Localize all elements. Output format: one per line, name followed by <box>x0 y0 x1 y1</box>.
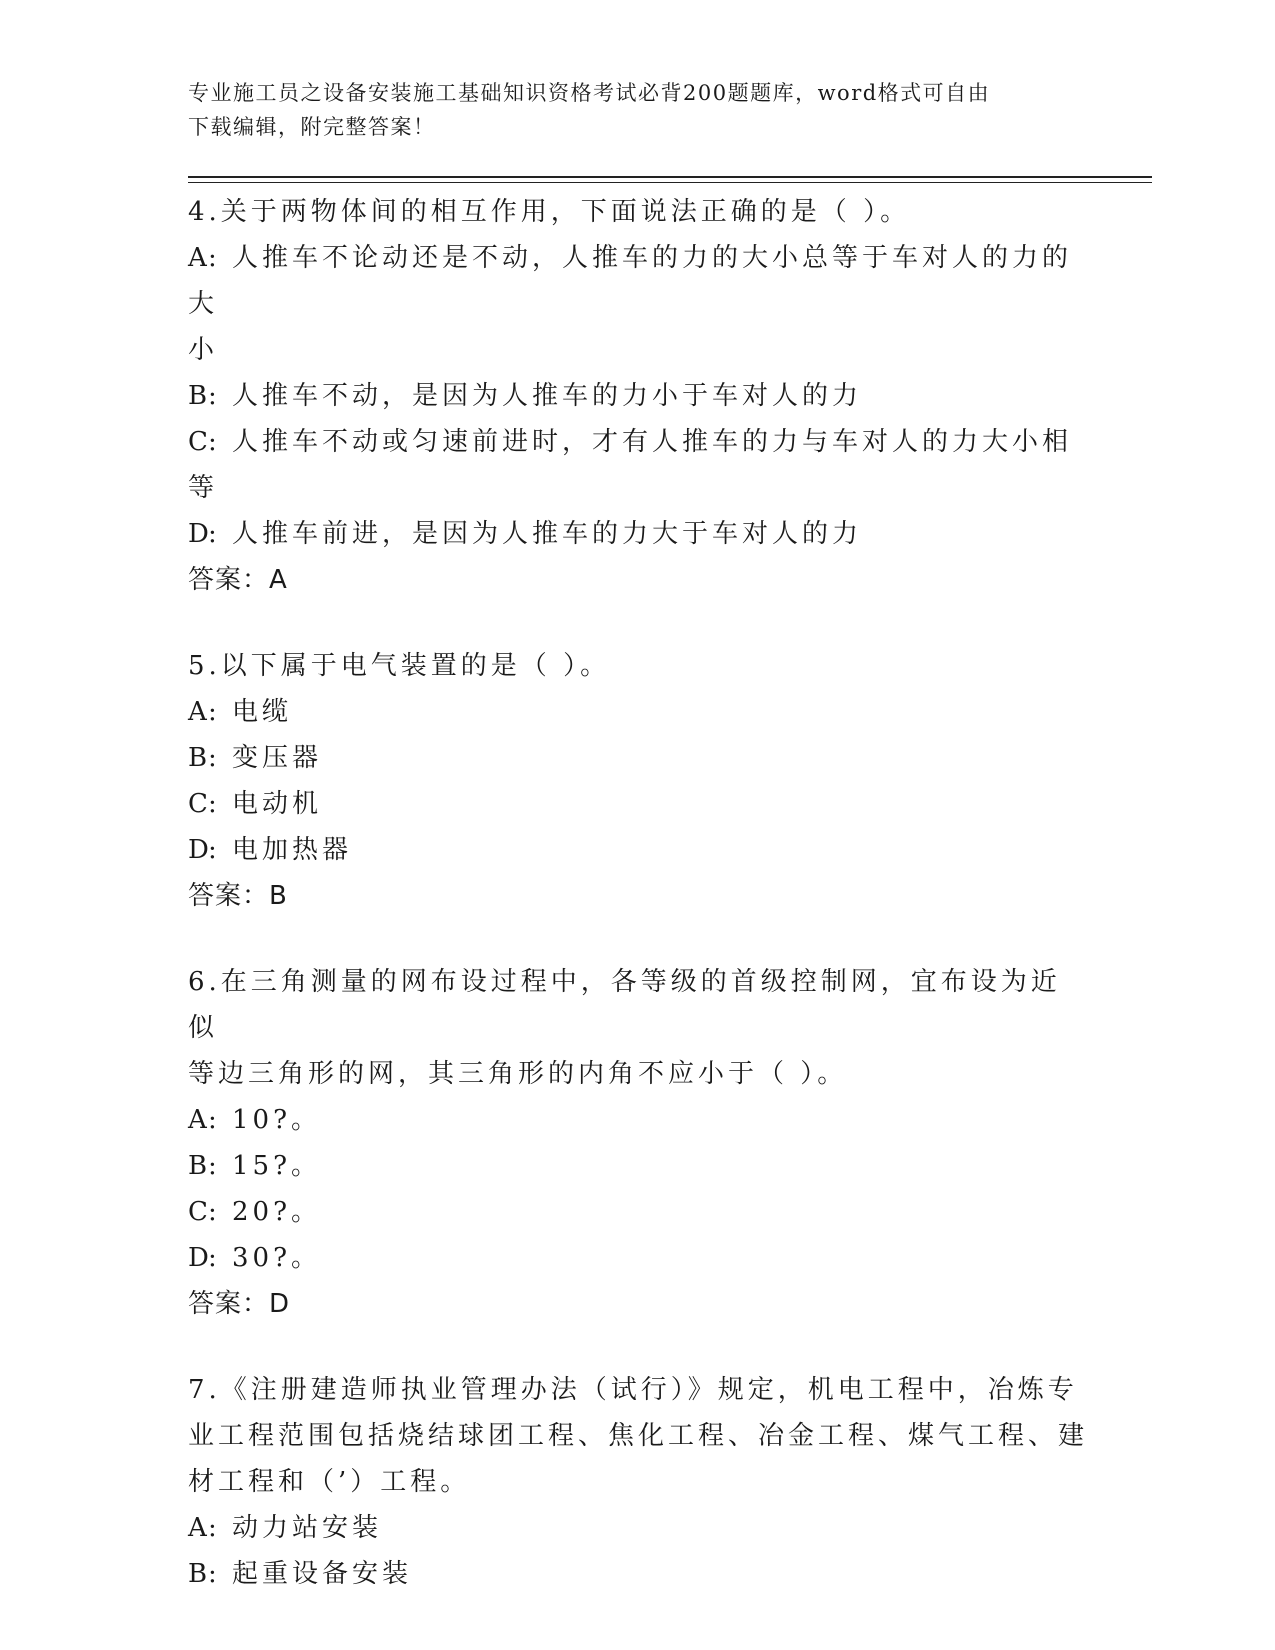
option-text: 动力站安装 <box>232 1513 383 1543</box>
option-a <box>188 235 1088 327</box>
option-d <box>188 511 1088 557</box>
option-separator: : <box>208 1151 221 1181</box>
answer-line: 答案：A <box>188 565 288 595</box>
option-separator: : <box>208 743 221 773</box>
option-c <box>188 419 1088 511</box>
option-letter: D <box>188 835 209 865</box>
option-separator: : <box>208 519 221 549</box>
option-text: 30?。 <box>232 1243 322 1273</box>
option-letter: D <box>188 519 209 549</box>
option-letter: A <box>188 243 207 273</box>
answer-line: 答案：D <box>188 1289 291 1319</box>
option-letter: C <box>188 427 208 457</box>
question-stem: 等边三角形的网，其三角形的内角不应小于（ ）。 <box>188 1059 848 1089</box>
option-separator: : <box>208 835 221 865</box>
option-separator: : <box>208 789 221 819</box>
option-text: 小 <box>188 335 219 365</box>
header-line-2: 下载编辑，附完整答案！ <box>188 115 436 139</box>
question-list <box>188 189 1088 1637</box>
option-separator: : <box>208 1513 221 1543</box>
option-a <box>188 1505 1088 1551</box>
option-separator: : <box>208 427 221 457</box>
option-b <box>188 373 1088 419</box>
header-divider-thin <box>188 182 1152 183</box>
option-b <box>188 1551 1088 1597</box>
option-letter: B <box>188 1151 208 1181</box>
question-block <box>188 1367 1088 1597</box>
option-b <box>188 735 1088 781</box>
header-divider-thick <box>188 176 1152 178</box>
header-line-1: 专业施工员之设备安装施工基础知识资格考试必背200题题库，word格式可自由 <box>188 81 991 105</box>
question-block <box>188 643 1088 919</box>
option-letter: B <box>188 381 208 411</box>
option-text: 电缆 <box>232 697 293 727</box>
option-letter: C <box>188 789 208 819</box>
option-letter: B <box>188 743 208 773</box>
question-block <box>188 959 1088 1327</box>
option-text: 电动机 <box>232 789 323 819</box>
option-d <box>188 827 1088 873</box>
option-letter: D <box>188 1243 209 1273</box>
question-stem: 材工程和（’）工程。 <box>188 1467 471 1497</box>
option-separator: : <box>208 243 221 273</box>
document-header <box>188 76 1068 144</box>
option-letter: A <box>188 697 207 727</box>
option-text: 人推车前进，是因为人推车的力大于车对人的力 <box>232 519 863 549</box>
option-text: 15?。 <box>232 1151 322 1181</box>
question-stem: 5.以下属于电气装置的是（ ）。 <box>188 651 611 681</box>
option-letter: A <box>188 1513 207 1543</box>
option-b <box>188 1143 1088 1189</box>
option-text: 电加热器 <box>232 835 353 865</box>
option-a <box>188 689 1088 735</box>
question-stem: 7.《注册建造师执业管理办法（试行）》规定，机电工程中，冶炼专 <box>188 1375 1078 1405</box>
option-text: 人推车不动，是因为人推车的力小于车对人的力 <box>232 381 863 411</box>
option-separator: : <box>208 697 221 727</box>
option-c <box>188 1189 1088 1235</box>
option-separator: : <box>208 1105 221 1135</box>
option-c <box>188 781 1088 827</box>
option-separator: : <box>208 1559 221 1589</box>
question-stem: 6.在三角测量的网布设过程中，各等级的首级控制网，宜布设为近似 <box>188 967 1061 1043</box>
option-separator: : <box>208 1243 221 1273</box>
option-separator: : <box>208 1197 221 1227</box>
option-a <box>188 327 1088 373</box>
option-text: 10?。 <box>232 1105 322 1135</box>
question-block <box>188 189 1088 603</box>
question-stem: 4.关于两物体间的相互作用，下面说法正确的是（ ）。 <box>188 197 911 227</box>
option-text: 变压器 <box>232 743 323 773</box>
option-text: 20?。 <box>232 1197 322 1227</box>
option-d <box>188 1235 1088 1281</box>
option-separator: : <box>208 381 221 411</box>
option-text: 人推车不论动还是不动，人推车的力的大小总等于车对人的力的大 <box>188 243 1073 319</box>
option-a <box>188 1097 1088 1143</box>
option-letter: C <box>188 1197 208 1227</box>
option-letter: B <box>188 1559 208 1589</box>
answer-line: 答案：B <box>188 881 288 911</box>
question-stem: 业工程范围包括烧结球团工程、焦化工程、冶金工程、煤气工程、建 <box>188 1421 1089 1451</box>
option-text: 人推车不动或匀速前进时，才有人推车的力与车对人的力大小相等 <box>188 427 1073 503</box>
option-letter: A <box>188 1105 207 1135</box>
option-text: 起重设备安装 <box>232 1559 413 1589</box>
